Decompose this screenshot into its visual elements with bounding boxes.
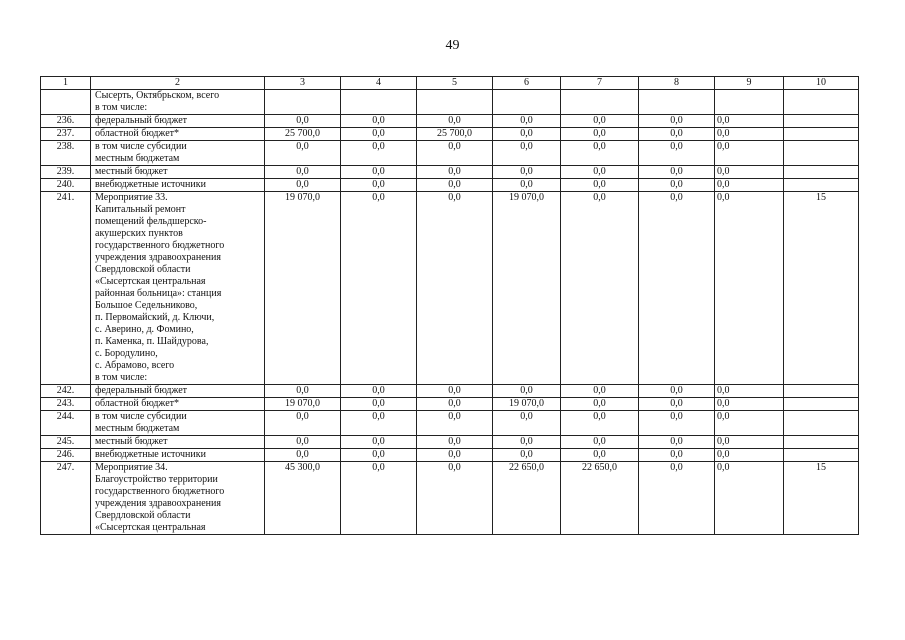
- value-cell-c10: 15: [784, 192, 859, 385]
- value-cell-c9: 0,0: [715, 115, 784, 128]
- value-cell-c3: 45 300,0: [265, 462, 341, 535]
- value-cell-c7: 0,0: [561, 449, 639, 462]
- row-name: Сысерть, Октябрьском, всего в том числе:: [91, 90, 265, 115]
- value-cell-c3: [265, 90, 341, 115]
- row-name: местный бюджет: [91, 436, 265, 449]
- value-cell-c5: 0,0: [417, 141, 493, 166]
- column-header: 5: [417, 77, 493, 90]
- value-cell-c5: [417, 90, 493, 115]
- row-name: в том числе субсидии местным бюджетам: [91, 411, 265, 436]
- value-cell-c7: 0,0: [561, 385, 639, 398]
- value-cell-c3: 25 700,0: [265, 128, 341, 141]
- value-cell-c3: 0,0: [265, 179, 341, 192]
- row-name: областной бюджет*: [91, 128, 265, 141]
- value-cell-c8: 0,0: [639, 115, 715, 128]
- value-cell-c4: 0,0: [341, 398, 417, 411]
- row-number: 245.: [41, 436, 91, 449]
- value-cell-c7: 0,0: [561, 436, 639, 449]
- value-cell-c9: 0,0: [715, 449, 784, 462]
- value-cell-c3: 0,0: [265, 166, 341, 179]
- row-number: [41, 90, 91, 115]
- value-cell-c4: 0,0: [341, 192, 417, 385]
- value-cell-c4: 0,0: [341, 179, 417, 192]
- value-cell-c7: 22 650,0: [561, 462, 639, 535]
- value-cell-c7: [561, 90, 639, 115]
- value-cell-c5: 0,0: [417, 449, 493, 462]
- value-cell-c4: [341, 90, 417, 115]
- value-cell-c6: 19 070,0: [493, 192, 561, 385]
- value-cell-c10: [784, 115, 859, 128]
- row-number: 246.: [41, 449, 91, 462]
- value-cell-c7: 0,0: [561, 411, 639, 436]
- value-cell-c6: 0,0: [493, 115, 561, 128]
- table-row: [41, 192, 859, 385]
- value-cell-c9: 0,0: [715, 436, 784, 449]
- value-cell-c10: [784, 179, 859, 192]
- value-cell-c9: 0,0: [715, 192, 784, 385]
- value-cell-c4: 0,0: [341, 411, 417, 436]
- value-cell-c8: 0,0: [639, 141, 715, 166]
- value-cell-c6: 0,0: [493, 166, 561, 179]
- value-cell-c4: 0,0: [341, 115, 417, 128]
- value-cell-c5: 0,0: [417, 115, 493, 128]
- value-cell-c6: 0,0: [493, 436, 561, 449]
- row-number: 236.: [41, 115, 91, 128]
- value-cell-c3: 0,0: [265, 449, 341, 462]
- value-cell-c10: [784, 166, 859, 179]
- value-cell-c6: 0,0: [493, 385, 561, 398]
- row-name: федеральный бюджет: [91, 115, 265, 128]
- value-cell-c8: 0,0: [639, 192, 715, 385]
- value-cell-c4: 0,0: [341, 166, 417, 179]
- row-number: 241.: [41, 192, 91, 385]
- value-cell-c4: 0,0: [341, 462, 417, 535]
- column-header: 4: [341, 77, 417, 90]
- value-cell-c5: 25 700,0: [417, 128, 493, 141]
- column-header: 3: [265, 77, 341, 90]
- row-number: 239.: [41, 166, 91, 179]
- value-cell-c7: 0,0: [561, 179, 639, 192]
- table-row: [41, 141, 859, 166]
- value-cell-c4: 0,0: [341, 128, 417, 141]
- value-cell-c8: 0,0: [639, 436, 715, 449]
- value-cell-c7: 0,0: [561, 398, 639, 411]
- table-row: [41, 90, 859, 115]
- value-cell-c3: 19 070,0: [265, 398, 341, 411]
- table-row: [41, 166, 859, 179]
- budget-table: [40, 76, 859, 535]
- row-number: 243.: [41, 398, 91, 411]
- value-cell-c5: 0,0: [417, 166, 493, 179]
- value-cell-c9: 0,0: [715, 398, 784, 411]
- value-cell-c9: 0,0: [715, 411, 784, 436]
- value-cell-c8: 0,0: [639, 385, 715, 398]
- row-name: в том числе субсидии местным бюджетам: [91, 141, 265, 166]
- row-name: Мероприятие 33. Капитальный ремонт помещений фельдшерско- акушерских пунктов государственного бюджетного учреждения здравоохранения Свердловской области «Сысертская центральная районная больница»: станция Большое Седельниково, п. Первомайский, д. Ключи, с. Аверино, д. Фомино, п. Каменка, п. Шайдурова, с. Бородулино, с. Абрамово, всего в том числе:: [91, 192, 265, 385]
- value-cell-c6: 0,0: [493, 449, 561, 462]
- column-header: 8: [639, 77, 715, 90]
- row-number: 237.: [41, 128, 91, 141]
- value-cell-c9: [715, 90, 784, 115]
- table-row: [41, 436, 859, 449]
- row-name: внебюджетные источники: [91, 179, 265, 192]
- value-cell-c8: 0,0: [639, 128, 715, 141]
- table-row: [41, 398, 859, 411]
- page-number: 49: [445, 38, 460, 53]
- value-cell-c5: 0,0: [417, 192, 493, 385]
- row-number: 240.: [41, 179, 91, 192]
- value-cell-c8: 0,0: [639, 411, 715, 436]
- value-cell-c7: 0,0: [561, 166, 639, 179]
- value-cell-c10: [784, 411, 859, 436]
- table-row: [41, 179, 859, 192]
- value-cell-c3: 19 070,0: [265, 192, 341, 385]
- value-cell-c3: 0,0: [265, 385, 341, 398]
- value-cell-c6: 22 650,0: [493, 462, 561, 535]
- value-cell-c8: 0,0: [639, 398, 715, 411]
- value-cell-c5: 0,0: [417, 462, 493, 535]
- value-cell-c5: 0,0: [417, 436, 493, 449]
- table-row: [41, 128, 859, 141]
- value-cell-c7: 0,0: [561, 128, 639, 141]
- column-header: 7: [561, 77, 639, 90]
- value-cell-c7: 0,0: [561, 192, 639, 385]
- value-cell-c4: 0,0: [341, 385, 417, 398]
- value-cell-c6: 0,0: [493, 411, 561, 436]
- value-cell-c10: [784, 128, 859, 141]
- value-cell-c6: 19 070,0: [493, 398, 561, 411]
- value-cell-c4: 0,0: [341, 436, 417, 449]
- row-number: 242.: [41, 385, 91, 398]
- value-cell-c6: 0,0: [493, 179, 561, 192]
- value-cell-c5: 0,0: [417, 411, 493, 436]
- row-name: областной бюджет*: [91, 398, 265, 411]
- value-cell-c6: 0,0: [493, 141, 561, 166]
- value-cell-c10: [784, 436, 859, 449]
- value-cell-c10: [784, 385, 859, 398]
- column-header: 1: [41, 77, 91, 90]
- value-cell-c9: 0,0: [715, 166, 784, 179]
- value-cell-c7: 0,0: [561, 141, 639, 166]
- value-cell-c6: [493, 90, 561, 115]
- row-name: федеральный бюджет: [91, 385, 265, 398]
- table-row: [41, 462, 859, 535]
- value-cell-c9: 0,0: [715, 179, 784, 192]
- value-cell-c9: 0,0: [715, 141, 784, 166]
- value-cell-c5: 0,0: [417, 179, 493, 192]
- column-header: 10: [784, 77, 859, 90]
- table-row: [41, 411, 859, 436]
- value-cell-c3: 0,0: [265, 115, 341, 128]
- table-row: [41, 115, 859, 128]
- row-number: 244.: [41, 411, 91, 436]
- row-name: местный бюджет: [91, 166, 265, 179]
- column-header: 2: [91, 77, 265, 90]
- value-cell-c4: 0,0: [341, 449, 417, 462]
- column-header: 6: [493, 77, 561, 90]
- value-cell-c5: 0,0: [417, 385, 493, 398]
- row-name: Мероприятие 34. Благоустройство территории государственного бюджетного учреждения здравоохранения Свердловской области «Сысертская центральная: [91, 462, 265, 535]
- value-cell-c10: [784, 90, 859, 115]
- value-cell-c5: 0,0: [417, 398, 493, 411]
- value-cell-c8: 0,0: [639, 462, 715, 535]
- value-cell-c7: 0,0: [561, 115, 639, 128]
- value-cell-c6: 0,0: [493, 128, 561, 141]
- value-cell-c3: 0,0: [265, 141, 341, 166]
- value-cell-c9: 0,0: [715, 385, 784, 398]
- value-cell-c8: 0,0: [639, 166, 715, 179]
- value-cell-c10: [784, 449, 859, 462]
- value-cell-c9: 0,0: [715, 462, 784, 535]
- value-cell-c10: 15: [784, 462, 859, 535]
- value-cell-c4: 0,0: [341, 141, 417, 166]
- row-number: 247.: [41, 462, 91, 535]
- value-cell-c8: 0,0: [639, 449, 715, 462]
- column-header: 9: [715, 77, 784, 90]
- table-row: [41, 449, 859, 462]
- value-cell-c8: 0,0: [639, 179, 715, 192]
- table-row: [41, 385, 859, 398]
- value-cell-c8: [639, 90, 715, 115]
- value-cell-c3: 0,0: [265, 436, 341, 449]
- value-cell-c9: 0,0: [715, 128, 784, 141]
- value-cell-c10: [784, 141, 859, 166]
- value-cell-c10: [784, 398, 859, 411]
- table-header-row: [41, 77, 859, 90]
- row-name: внебюджетные источники: [91, 449, 265, 462]
- value-cell-c3: 0,0: [265, 411, 341, 436]
- row-number: 238.: [41, 141, 91, 166]
